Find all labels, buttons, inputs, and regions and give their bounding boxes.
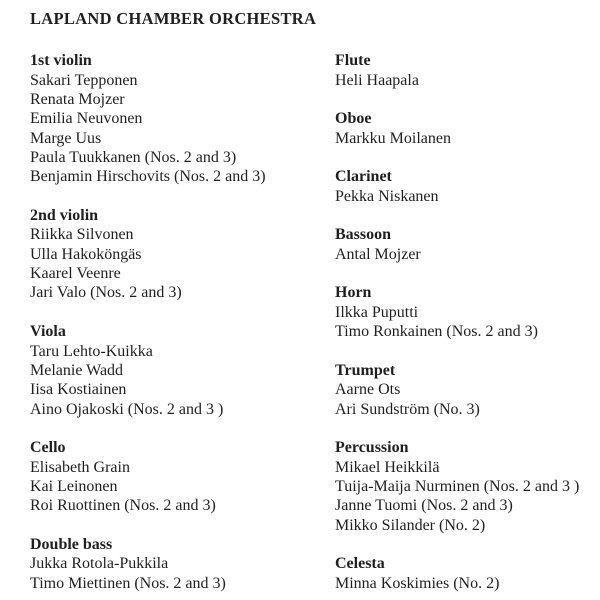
member-name: Roi Ruottinen (Nos. 2 and 3) [30,497,216,515]
section-header: Celesta [335,555,385,573]
section-header: 1st violin [30,52,92,70]
member-name: Marge Uus [30,129,102,147]
member-name: Mikael Heikkilä [335,458,440,476]
section-header: Cello [30,439,66,457]
section-header: Percussion [335,439,409,457]
section-header: Bassoon [335,226,392,244]
section-header: Trumpet [335,361,396,379]
section-clarinet [335,167,579,206]
section-trumpet [335,361,579,419]
member-name: Riikka Silvonen [30,226,134,244]
section-header: Flute [335,52,371,70]
member-name: Pekka Niskanen [335,187,439,205]
member-name: Kaarel Veenre [30,265,121,283]
member-name: Benjamin Hirschovits (Nos. 2 and 3) [30,168,266,186]
member-name: Tuija-Maija Nurminen (Nos. 2 and 3 ) [335,477,580,495]
member-name: Melanie Wadd [30,361,124,379]
member-name: Elisabeth Grain [30,458,130,476]
member-name: Timo Ronkainen (Nos. 2 and 3) [335,323,538,341]
section-header: Viola [30,323,66,341]
member-name: Minna Koskimies (No. 2) [335,574,500,592]
section-cello [30,438,335,515]
member-name: Jukka Rotola-Pukkila [30,555,169,573]
column-winds-brass-percussion [335,51,579,600]
section-percussion [335,438,579,535]
section-horn [335,283,579,341]
member-name: Ilkka Puputti [335,303,419,321]
section-flute [335,51,579,90]
member-name: Iisa Kostiainen [30,381,127,399]
section-1st-violin [30,51,335,186]
page-title: LAPLAND CHAMBER ORCHESTRA [30,9,317,28]
columns [30,51,590,600]
member-name: Ulla Hakoköngäs [30,245,142,263]
member-name: Emilia Neuvonen [30,110,143,128]
section-header: Clarinet [335,168,392,186]
section-header: Double bass [30,535,113,553]
member-name: Jari Valo (Nos. 2 and 3) [30,284,182,302]
section-2nd-violin [30,206,335,303]
member-name: Renata Mojzer [30,91,125,109]
section-header: Oboe [335,110,372,128]
member-name: Aarne Ots [335,381,401,399]
member-name: Janne Tuomi (Nos. 2 and 3) [335,497,513,515]
section-double-bass [30,535,335,593]
member-name: Heli Haapala [335,71,419,89]
member-name: Antal Mojzer [335,245,421,263]
member-name: Kai Leinonen [30,477,118,495]
section-header: Horn [335,284,372,302]
member-name: Sakari Tepponen [30,71,138,89]
section-bassoon [335,225,579,264]
section-oboe [335,109,579,148]
member-name: Paula Tuukkanen (Nos. 2 and 3) [30,149,237,167]
column-strings [30,51,335,600]
member-name: Taru Lehto-Kuikka [30,342,153,360]
member-name: Aino Ojakoski (Nos. 2 and 3 ) [30,400,224,418]
member-name: Ari Sundström (No. 3) [335,400,480,418]
section-viola [30,322,335,419]
member-name: Timo Miettinen (Nos. 2 and 3) [30,574,226,592]
section-header: 2nd violin [30,207,99,225]
member-name: Markku Moilanen [335,129,451,147]
member-name: Mikko Silander (No. 2) [335,516,486,534]
section-celesta [335,554,579,593]
